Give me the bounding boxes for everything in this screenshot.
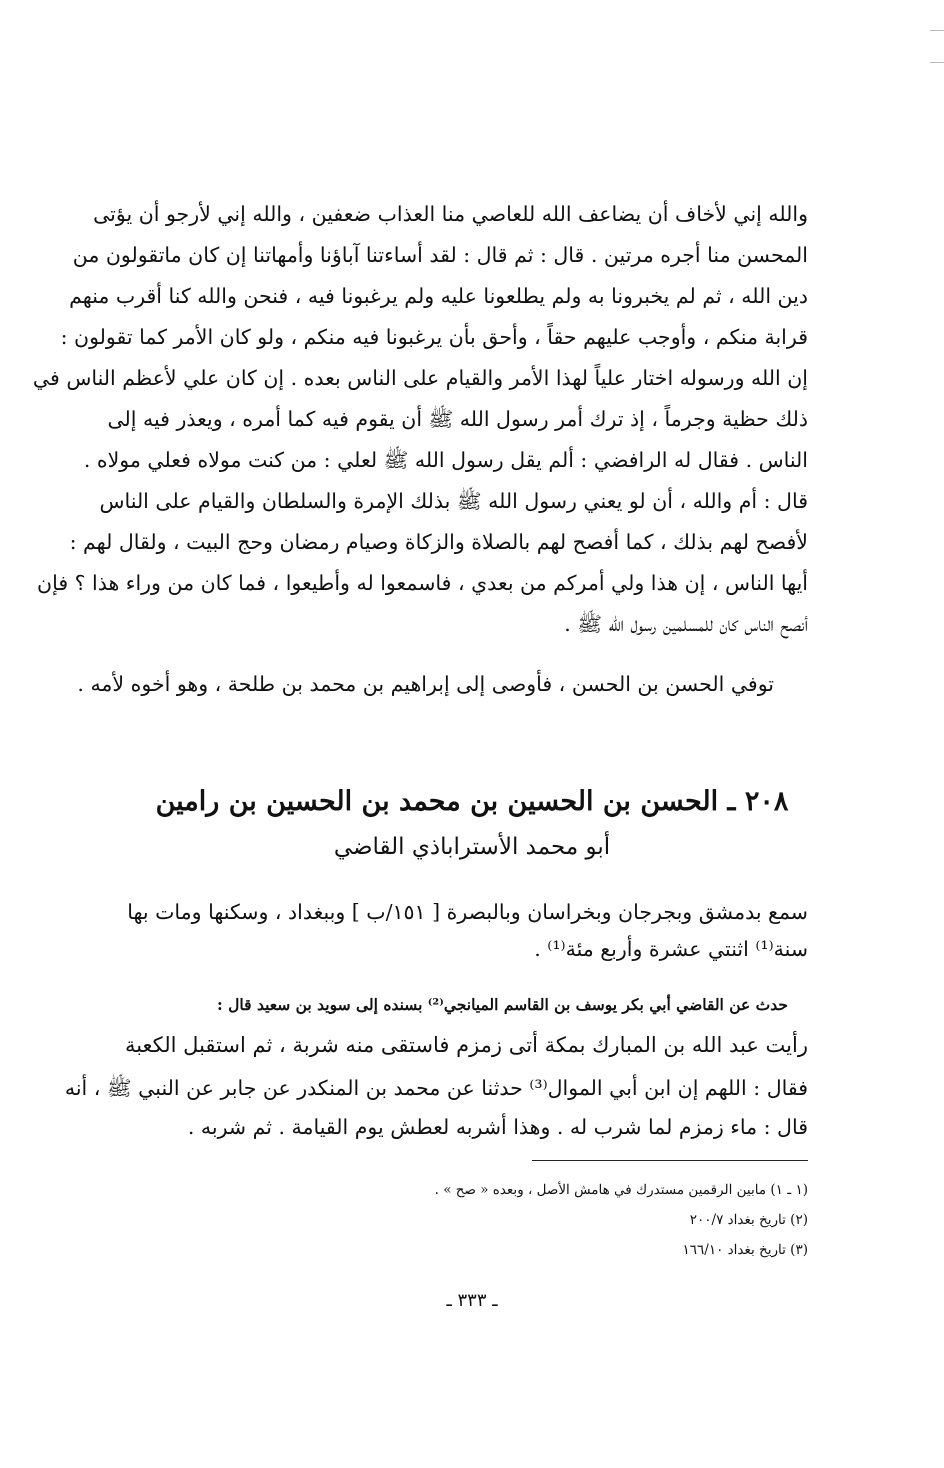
scan-edge-mark: [930, 30, 944, 31]
text-line: لأفصح لهم بذلك ، كما أفصح لهم بالصلاة والزكاة وصيام رمضان وحج البيت ، ولقال لهم :: [69, 530, 808, 554]
text-line: قال : أم والله ، أن لو يعني رسول الله ﷺ بذلك الإمرة والسلطان والقيام على الناس: [99, 489, 808, 513]
text-line: أنصح الناس كان للمسلمين رسول الله ﷺ .: [564, 612, 808, 636]
page-number: ـ ٣٣٣ ـ: [446, 1290, 498, 1311]
text-line: رأيت عبد الله بن المبارك بمكة أتى زمزم فاستقى منه شربة ، ثم استقبل الكعبة: [124, 1033, 808, 1057]
text-line: ذلك حظية وجرماً ، إذ ترك أمر رسول الله ﷺ أن يقوم فيه كما أمره ، ويعذر فيه إلى: [107, 407, 808, 431]
footnote: (٣) تاريخ بغداد ١٦٦/١٠: [682, 1242, 808, 1258]
text-line: دين الله ، ثم لم يخبرونا به ولم يطلعونا عليه ولم يرغبونا فيه ، فنحن والله كنا أقرب منهم: [69, 284, 808, 308]
text-line: فقال : اللهم إن ابن أبي الموال⁽³⁾ حدثنا عن محمد بن المنكدر عن جابر عن النبي ﷺ ، أنه: [64, 1076, 808, 1100]
text-line: قال : ماء زمزم لما شرب له . وهذا أشربه لعطش يوم القيامة . ثم شربه .: [187, 1115, 808, 1139]
text-line: قرابة منكم ، وأوجب عليهم حقاً ، وأحق بأن يرغبونا فيه منكم ، ولو كان الأمر كما تقولون :: [60, 325, 808, 349]
text-line: سمع بدمشق وبجرجان وبخراسان وبالبصرة [ ١٥١/ب ] وببغداد ، وسكنها ومات بها: [127, 900, 808, 924]
text-line: أيها الناس ، إن هذا ولي أمركم من بعدي ، فاسمعوا له وأطيعوا ، فما كان من وراء هذا ؟ فإن: [37, 571, 808, 595]
footnote: (١ ـ ١) مابين الرقمين مستدرك في هامش الأصل ، وبعده « صح » .: [434, 1182, 808, 1198]
text-line: إن الله ورسوله اختار علياً لهذا الأمر والقيام على الناس بعده . إن كان علي لأعظم الناس في: [32, 366, 808, 390]
text-line: سنة⁽¹⁾ اثنتي عشرة وأربع مئة⁽¹⁾ .: [534, 937, 808, 961]
text-line: توفي الحسن بن الحسن ، فأوصى إلى إبراهيم بن محمد بن طلحة ، وهو أخوه لأمه .: [77, 672, 774, 696]
footnote: (٢) تاريخ بغداد ٢٠٠/٧: [689, 1212, 808, 1228]
text-line: الناس . فقال له الرافضي : ألم يقل رسول الله ﷺ لعلي : من كنت مولاه فعلي مولاه .: [83, 448, 808, 472]
entry-title: ٢٠٨ ـ الحسن بن الحسين بن محمد بن الحسين بن رامين: [155, 786, 789, 817]
text-line: والله إني لأخاف أن يضاعف الله للعاصي منا العذاب ضعفين ، والله إني لأرجو أن يؤتى: [93, 202, 808, 226]
text-line: المحسن منا أجره مرتين . قال : ثم قال : لقد أساءتنا آباؤنا وأمهاتنا إن كان ماتقولون من: [72, 243, 808, 267]
entry-subtitle: أبو محمد الأستراباذي القاضي: [333, 834, 611, 860]
isnad-line: [132, 992, 808, 1018]
footnote-separator: [532, 1160, 808, 1161]
paragraph-death-note: [77, 667, 808, 701]
text-line: حدث عن القاضي أبي بكر يوسف بن القاسم الميانجي⁽²⁾ بسنده إلى سويد بن سعيد قال :: [217, 995, 788, 1014]
scan-edge-mark: [930, 62, 944, 63]
